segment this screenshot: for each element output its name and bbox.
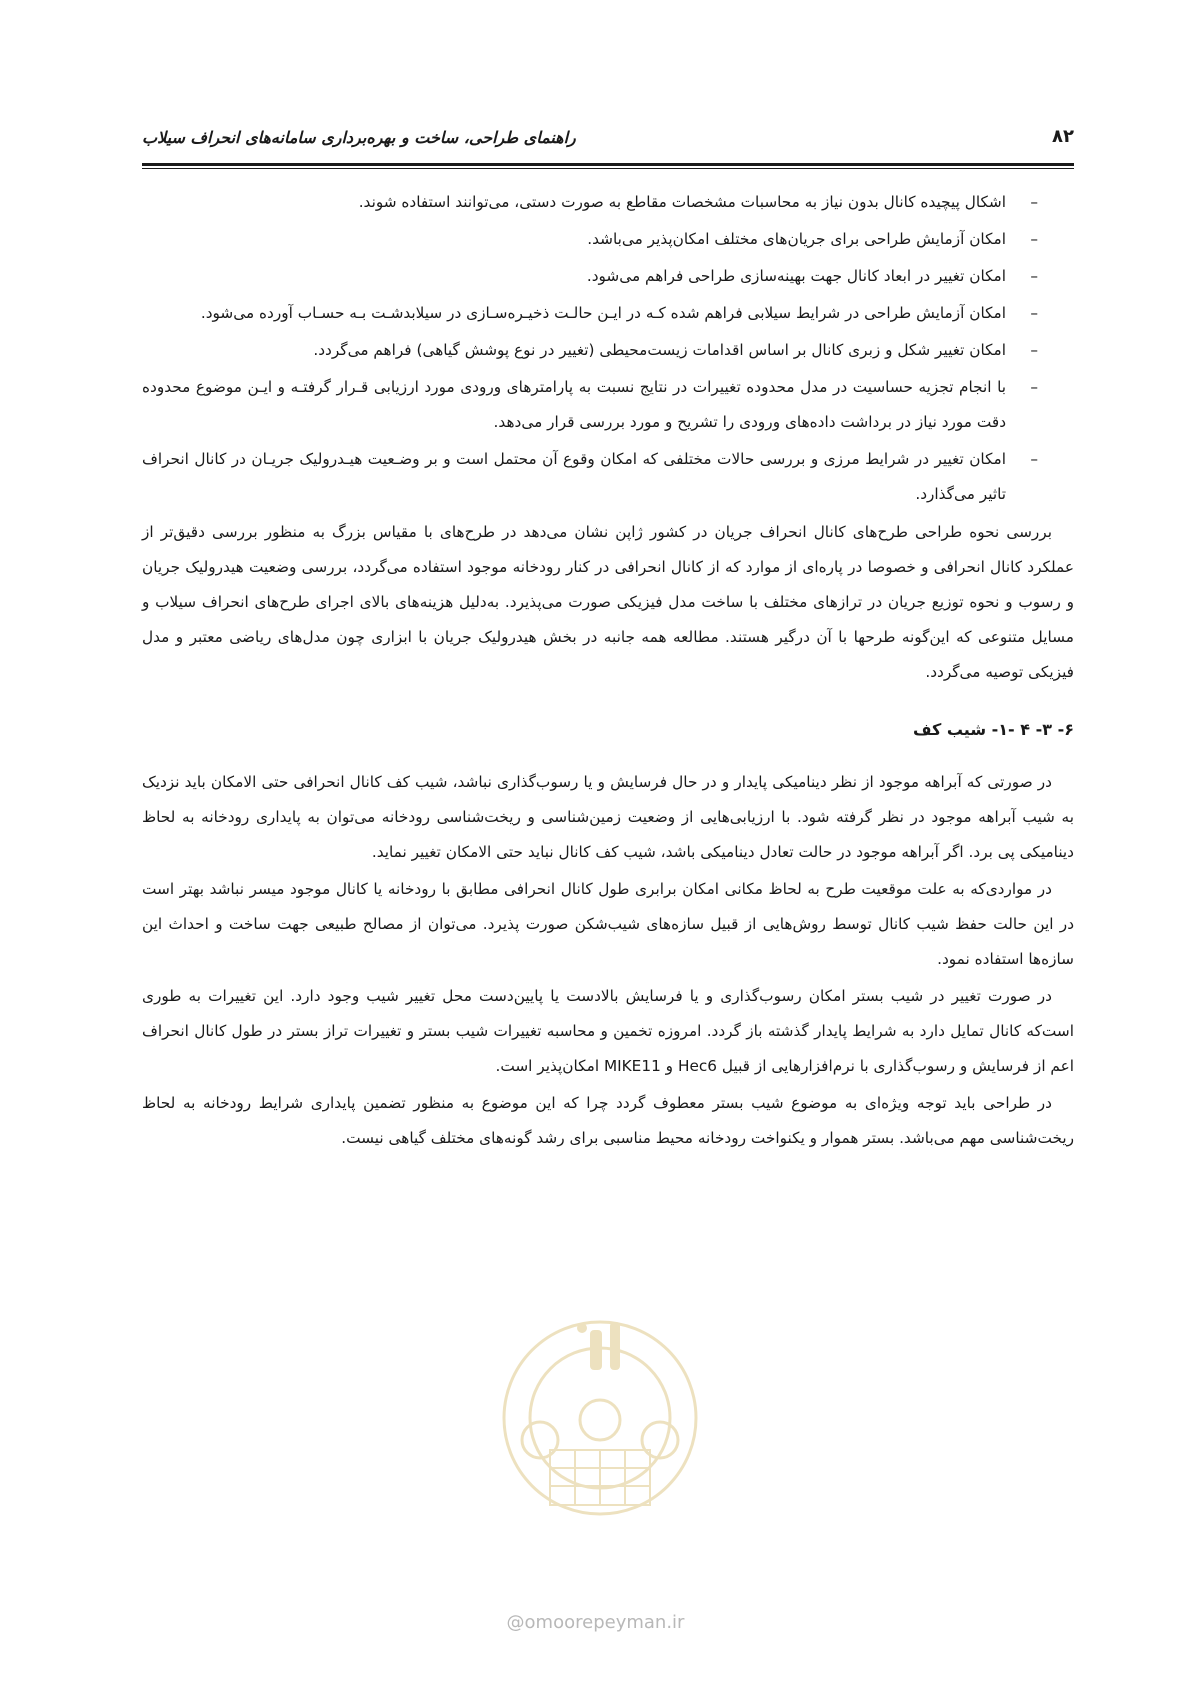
- bullet-list: [142, 185, 1074, 512]
- body-paragraph: در طراحی باید توجه ویژه‌ای به موضوع شیب بستر معطوف گردد چرا که این موضوع به منظور تضمین پایداری شرایط رودخانه به لحاظ ریخت‌شناسی مهم می‌باشد. بستر هموار و یکنواخت رودخانه محیط مناسبی برای رشد گونه‌های مختلف گیاهی نیست.: [142, 1094, 1074, 1147]
- list-item: [142, 259, 1074, 294]
- running-title: راهنمای طراحی، ساخت و بهره‌برداری سامانه‌های انحراف سیلاب: [142, 128, 576, 147]
- dash-bullet-icon: –: [1030, 450, 1038, 468]
- dash-bullet-icon: –: [1030, 378, 1038, 396]
- dash-bullet-icon: –: [1030, 193, 1038, 211]
- intro-paragraph: بررسی نحوه طراحی طرح‌های کانال انحراف جریان در کشور ژاپن نشان می‌دهد در طرح‌های با مقیاس بزرگ به منظور بررسی دقیق‌تر از عملکرد کانال انحرافی و خصوصا در پاره‌ای از موارد که از کانال انحرافی در کنار رودخانه موجود استفاده می‌گردد، بررسی وضعیت هیدرولیک جریان و رسوب و نحوه توزیع جریان در ترازهای مختلف با ساخت مدل فیزیکی صورت می‌پذیرد. به‌دلیل هزینه‌های بالای اجرای طرح‌های انحراف سیلاب و مسایل متنوعی که این‌گونه طرحها با آن درگیر هستند. مطالعه همه جانبه در بخش هیدرولیک جریان با ابزاری چون مدل‌های ریاضی معتبر و مدل فیزیکی توصیه می‌گردد.: [142, 523, 1074, 681]
- body-paragraph: در مواردی‌که به علت موقعیت طرح به لحاظ مکانی امکان برابری طول کانال انحرافی مطابق با رودخانه یا کانال موجود میسر نباشد بهتر است در این حالت حفظ شیب کانال توسط روش‌هایی از قبیل سازه‌های شیب‌شکن صورت پذیرد. می‌توان از مصالح طبیعی جهت ساخت و احداث این سازه‌ها استفاده نمود.: [142, 880, 1074, 968]
- list-item: [142, 296, 1074, 331]
- list-item-text: با انجام تجزیه حساسیت در مدل محدوده تغییرات در نتایج نسبت به پارامترهای ورودی مورد ارزیابی قـرار گرفتـه و ایـن موضوع محدوده دقت مورد نیاز در برداشت داده‌های ورودی را تشریح و مورد بررسی قرار می‌دهد.: [142, 378, 1006, 431]
- list-item-text: امکان آزمایش طراحی در شرایط سیلابی فراهم شده کـه در ایـن حالـت ذخیـره‌سـازی در سیلابدشـت بـه حسـاب آورده می‌شود.: [200, 304, 1006, 322]
- page-header: [142, 116, 1074, 166]
- dash-bullet-icon: –: [1030, 267, 1038, 285]
- list-item: [142, 370, 1074, 440]
- list-item: [142, 442, 1074, 512]
- list-item-text: اشکال پیچیده کانال بدون نیاز به محاسبات مشخصات مقاطع به صورت دستی، می‌توانند استفاده شوند.: [358, 193, 1006, 211]
- dash-bullet-icon: –: [1030, 230, 1038, 248]
- page-body: [142, 185, 1074, 1158]
- dash-bullet-icon: –: [1030, 304, 1038, 322]
- list-item-text: امکان تغییر در شرایط مرزی و بررسی حالات مختلفی که امکان وقوع آن محتمل است و بر وضـعیت هیـدرولیک جریـان در کانال انحراف تاثیر می‌گذارد.: [142, 450, 1006, 503]
- list-item-text: امکان تغییر شکل و زبری کانال بر اساس اقدامات زیست‌محیطی (تغییر در نوع پوشش گیاهی) فراهم می‌گردد.: [313, 341, 1006, 359]
- watermark-seal-icon: [470, 1300, 730, 1540]
- body-paragraph: در صورتی که آبراهه موجود از نظر دینامیکی پایدار و در حال فرسایش و یا رسوب‌گذاری نباشد، شیب کف کانال انحرافی حتی الامکان باید نزدیک به شیب آبراهه موجود در نظر گرفته شود. با ارزیابی‌هایی از وضعیت زمین‌شناسی و ریخت‌شناسی رودخانه می‌توان به پایداری رودخانه به لحاظ دینامیکی پی برد. اگر آبراهه موجود در حالت تعادل دینامیکی باشد، شیب کف کانال نباید حتی الامکان تغییر نماید.: [142, 773, 1074, 861]
- page-number: ۸۲: [1052, 126, 1074, 147]
- dash-bullet-icon: –: [1030, 341, 1038, 359]
- header-rule-thick: [142, 163, 1074, 166]
- watermark-site-label: @omoorepeyman.ir: [506, 1612, 685, 1633]
- body-paragraph: در صورت تغییر در شیب بستر امکان رسوب‌گذاری و یا فرسایش بالادست یا پایین‌دست محل تغییر شیب وجود دارد. این تغییرات به طوری است‌که کانال تمایل دارد به شرایط پایدار گذشته باز گردد. امروزه تخمین و محاسبه تغییرات شیب بستر و تغییرات تراز بستر در طول کانال انحراف اعم از فرسایش و رسوب‌گذاری با نرم‌افزارهایی از قبیل Hec6 و MIKE11 امکان‌پذیر است.: [142, 987, 1074, 1075]
- section-heading: ۶- ۳- ۴ -۱- شیب کف: [912, 720, 1074, 739]
- header-rule-thin: [142, 168, 1074, 169]
- list-item-text: امکان تغییر در ابعاد کانال جهت بهینه‌سازی طراحی فراهم می‌شود.: [586, 267, 1006, 285]
- list-item-text: امکان آزمایش طراحی برای جریان‌های مختلف امکان‌پذیر می‌باشد.: [587, 230, 1006, 248]
- list-item: [142, 185, 1074, 220]
- list-item: [142, 333, 1074, 368]
- list-item: [142, 222, 1074, 257]
